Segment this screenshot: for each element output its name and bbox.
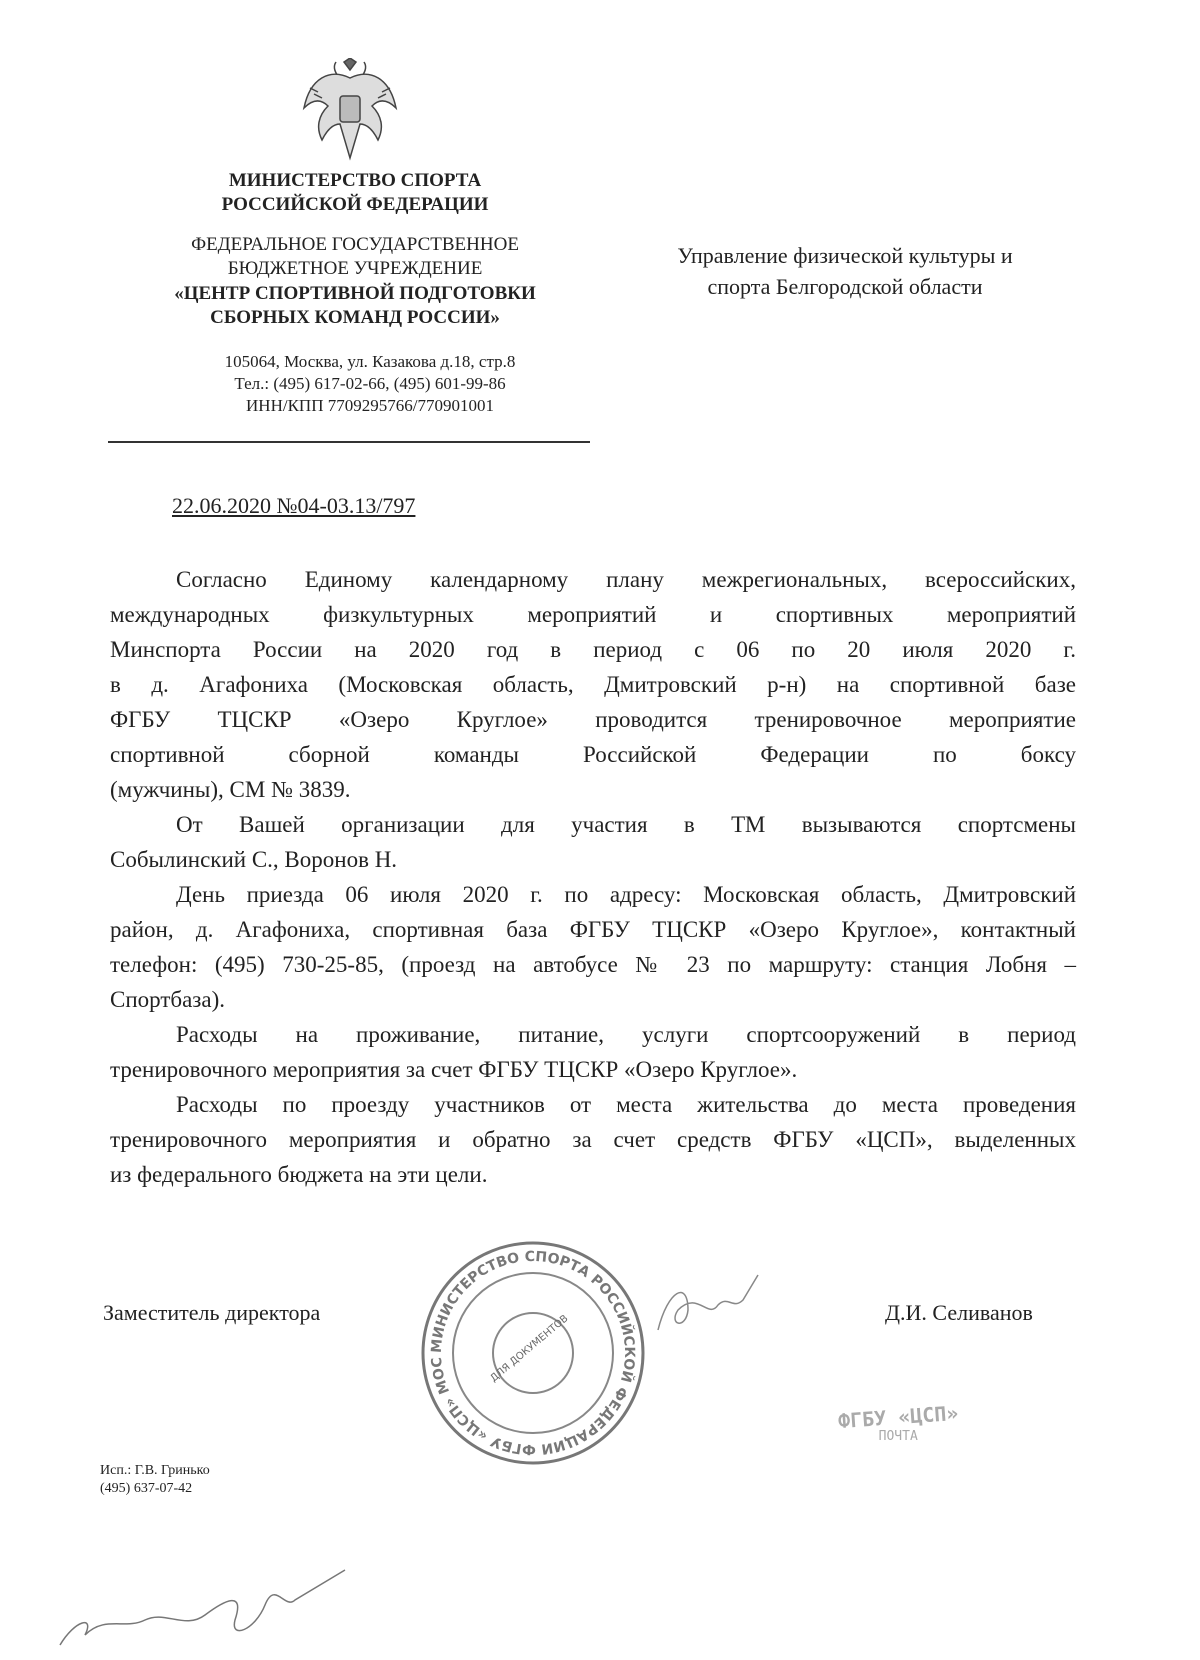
addressee: [620, 240, 1070, 302]
paragraph-line: Минспорта России на 2020 год в период с 06 по 20 июля 2020 г.: [110, 637, 1076, 662]
paragraph-line: международных физкультурных мероприятий и спортивных мероприятий: [110, 602, 1076, 627]
paragraph: [110, 1087, 1076, 1192]
addressee-line: спорта Белгородской области: [707, 274, 983, 299]
paragraph-line: Расходы по проезду участников от места жительства до места проведения: [176, 1092, 1076, 1117]
paragraph-line: (мужчины), СМ № 3839.: [110, 777, 351, 802]
paragraph-line: район, д. Агафониха, спортивная база ФГБУ ТЦСКР «Озеро Круглое», контактный: [110, 917, 1076, 942]
org-name: [110, 282, 600, 330]
paragraph-line: спортивной сборной команды Российской Федерации по боксу: [110, 742, 1076, 767]
svg-text:МИНИСТЕРСТВО СПОРТА РОССИЙСКОЙ: МИНИСТЕРСТВО СПОРТА РОССИЙСКОЙ ФЕДЕРАЦИИ ФГБУ «ЦСП» МОС: [428, 1248, 638, 1458]
paragraph-line: в д. Агафониха (Московская область, Дмитровский р-н) на спортивной базе: [110, 672, 1076, 697]
paragraph-line: Собылинский С., Воронов Н.: [110, 847, 398, 872]
executor-info: [100, 1462, 210, 1498]
letter-reference: 22.06.2020 №04-03.13/797: [172, 493, 416, 518]
handwritten-signature: [648, 1270, 768, 1355]
executor-signature: [55, 1560, 355, 1660]
mail-stamp-label: ПОЧТА: [878, 1429, 918, 1444]
signatory-name: Д.И. Селиванов: [885, 1300, 1033, 1325]
paragraph-line: из федерального бюджета на эти цели.: [110, 1162, 488, 1187]
svg-text:ДЛЯ ДОКУМЕНТОВ: ДЛЯ ДОКУМЕНТОВ: [488, 1313, 571, 1385]
paragraph: [110, 877, 1076, 1017]
header-divider: [108, 441, 590, 443]
ministry-line: МИНИСТЕРСТВО СПОРТА: [228, 170, 482, 191]
phone-line: Тел.: (495) 617-02-66, (495) 601-99-86: [234, 374, 506, 393]
paragraph-line: Расходы на проживание, питание, услуги спортсооружений в период: [176, 1022, 1076, 1047]
addressee-line: Управление физической культуры и: [677, 243, 1013, 268]
org-type-line: ФЕДЕРАЛЬНОЕ ГОСУДАРСТВЕННОЕ: [191, 234, 519, 255]
org-name-line: СБОРНЫХ КОМАНД РОССИИ»: [210, 307, 500, 328]
executor-name: Исп.: Г.В. Гринько: [100, 1463, 210, 1478]
paragraph: [110, 807, 1076, 877]
official-seal: [418, 1238, 648, 1473]
paragraph-line: День приезда 06 июля 2020 г. по адресу: Московская область, Дмитровский: [176, 882, 1076, 907]
org-address: [125, 351, 615, 417]
paragraph-line: тренировочного мероприятия за счет ФГБУ ТЦСКР «Озеро Круглое».: [110, 1057, 798, 1082]
paragraph-line: ФГБУ ТЦСКР «Озеро Круглое» проводится тренировочное мероприятие: [110, 707, 1076, 732]
org-type-line: БЮДЖЕТНОЕ УЧРЕЖДЕНИЕ: [227, 258, 483, 279]
paragraph: [110, 562, 1076, 807]
signatory-position: Заместитель директора: [103, 1300, 321, 1325]
org-name-line: «ЦЕНТР СПОРТИВНОЙ ПОДГОТОВКИ: [174, 283, 536, 304]
tax-id-line: ИНН/КПП 7709295766/770901001: [246, 396, 494, 415]
coat-of-arms-emblem: [300, 58, 400, 168]
ministry-line: РОССИЙСКОЙ ФЕДЕРАЦИИ: [221, 194, 489, 215]
paragraph-line: От Вашей организации для участия в ТМ вызываются спортсмены: [176, 812, 1076, 837]
paragraph-line: телефон: (495) 730-25-85, (проезд на автобусе № 23 по маршруту: станция Лобня –: [110, 952, 1076, 977]
mail-stamp: [837, 1400, 960, 1444]
address-line: 105064, Москва, ул. Казакова д.18, стр.8: [224, 352, 516, 371]
paragraph-line: тренировочного мероприятия и обратно за счет средств ФГБУ «ЦСП», выделенных: [110, 1127, 1076, 1152]
executor-phone: (495) 637-07-42: [100, 1481, 193, 1496]
paragraph-line: Согласно Единому календарному плану межрегиональных, всероссийских,: [176, 567, 1076, 592]
org-type: [110, 233, 600, 281]
mail-stamp-org: ФГБУ «ЦСП»: [837, 1400, 960, 1434]
paragraph: [110, 1017, 1076, 1087]
ministry-name: [110, 169, 600, 217]
paragraph-line: Спортбаза).: [110, 987, 226, 1012]
letter-body: [110, 562, 1076, 1192]
